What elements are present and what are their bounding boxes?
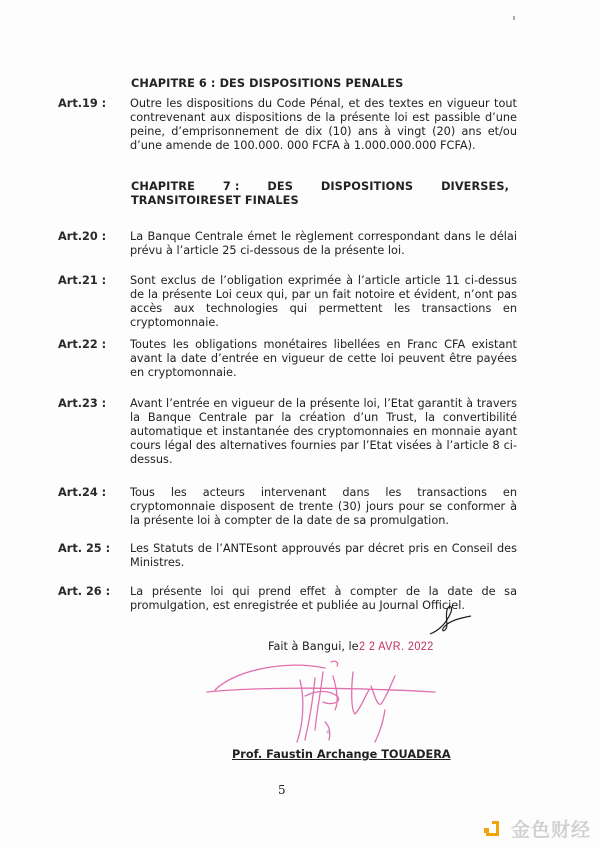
chapter-7-word: DES bbox=[267, 180, 293, 193]
article-label: Art.21 : bbox=[58, 274, 107, 287]
stamp-date: 2 2 AVR. 2022 bbox=[358, 639, 434, 653]
initials-signature-icon bbox=[425, 600, 485, 640]
svg-text:4: 4 bbox=[326, 730, 330, 736]
jinse-logo-icon bbox=[483, 818, 505, 840]
article-text: Les Statuts de l’ANTEsont approuvés par décret pris en Conseil des Ministres. bbox=[130, 542, 517, 569]
chapter-7-word: DIVERSES, bbox=[441, 180, 509, 193]
chapter-7-word: CHAPITRE bbox=[131, 180, 195, 193]
article-text: La Banque Centrale émet le règlement correspondant dans le délai prévu à l’article 25 ci-dessous de la présente loi. bbox=[130, 230, 517, 257]
chapter-7-word: DISPOSITIONS bbox=[320, 180, 414, 193]
place-prefix: Fait à Bangui, le bbox=[268, 640, 359, 653]
chapter-7-heading bbox=[131, 180, 509, 208]
signer-name: Prof. Faustin Archange TOUADERA bbox=[232, 748, 451, 761]
article-text: Outre les dispositions du Code Pénal, et des textes en vigueur tout contrevenant aux dispositions de la présente loi est passible d’une peine, d’emprisonnement de dix (10) ans à vingt (20) ans et/ou d’une amende de 100.000. 000 FCFA à 1.000.000.000 FCFA). bbox=[130, 97, 517, 152]
article-label: Art.23 : bbox=[58, 397, 107, 410]
article-label: Art.20 : bbox=[58, 230, 107, 243]
article-label: Art. 26 : bbox=[58, 585, 111, 598]
article-label: Art.19 : bbox=[58, 97, 107, 110]
article-text: Avant l’entrée en vigueur de la présente loi, l’Etat garantit à travers la Banque Centrale par la création d’un Trust, la convertibilité automatique et instantanée des cryptomonnaies en monnaie ayant cours légal des alternatives fournies par l’Etat visées à l’article 8 ci-dessus. bbox=[130, 397, 517, 466]
chapter-7-word: 7 : bbox=[222, 180, 240, 193]
article-label: Art. 25 : bbox=[58, 542, 111, 555]
watermark bbox=[483, 815, 591, 842]
scan-artifact bbox=[513, 16, 515, 20]
article-text: Sont exclus de l’obligation exprimée à l’article article 11 ci-dessus de la présente Loi ceux qui, par un fait notoire et évident, n’ont pas accès aux technologies qui permettent les transactions en cryptomonnaie. bbox=[130, 274, 517, 329]
chapter-6-title: CHAPITRE 6 : DES DISPOSITIONS PENALES bbox=[131, 77, 404, 90]
article-text: Tous les acteurs intervenant dans les transactions en cryptomonnaie disposent de trente (30) jours pour se conformer à la présente loi à compter de la date de sa promulgation. bbox=[130, 486, 517, 527]
article-label: Art.24 : bbox=[58, 486, 107, 499]
article-text: Toutes les obligations monétaires libellées en Franc CFA existant avant la date d’entrée en vigueur de cette loi peuvent être payées en cryptomonnaie. bbox=[130, 338, 517, 379]
page-number: 5 bbox=[278, 783, 286, 797]
chapter-7-title-line-2: TRANSITOIRESET FINALES bbox=[131, 194, 299, 207]
presidential-signature-icon bbox=[205, 650, 445, 745]
chapter-7-title-line-1 bbox=[131, 180, 509, 194]
watermark-text: 金色财经 bbox=[511, 819, 592, 841]
article-label: Art.22 : bbox=[58, 338, 107, 351]
article-text: La présente loi qui prend effet à compter de la date de sa promulgation, est enregistrée et publiée au Journal Officiel. bbox=[130, 585, 517, 612]
chapter-6-heading bbox=[131, 77, 403, 91]
